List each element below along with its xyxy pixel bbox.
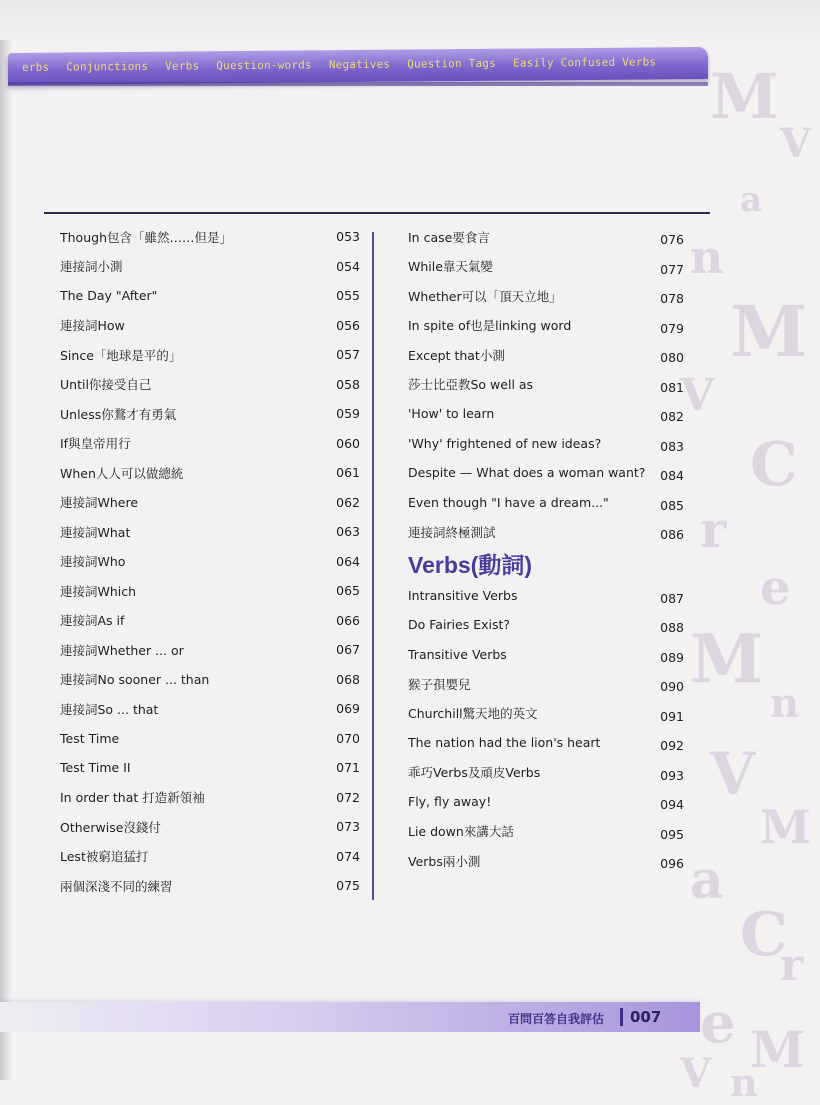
toc-entry [408, 281, 684, 311]
toc-entry-page: 059 [336, 406, 360, 422]
toc-entry [60, 252, 360, 282]
toc-entry-page: 094 [660, 797, 684, 813]
toc-entry-page: 063 [336, 524, 360, 540]
toc-entry-title: Churchill驚天地的英文 [408, 706, 538, 722]
decor-letter: C [740, 900, 788, 970]
toc-entry-page: 058 [336, 376, 360, 392]
nav-tab-conjunctions: Conjunctions [66, 59, 149, 74]
toc-entry-page: 072 [336, 789, 360, 805]
toc-entry-page: 081 [660, 379, 684, 395]
toc-entry [408, 610, 684, 640]
toc-entry [60, 281, 360, 311]
toc-entry [408, 758, 684, 788]
toc-entry [408, 640, 684, 670]
toc-entry [408, 846, 684, 876]
toc-entry-title: 連接詞Who [60, 554, 126, 570]
page-number: 007 [630, 1008, 662, 1026]
toc-entry [60, 694, 360, 724]
decor-letter: a [690, 850, 724, 911]
toc-entry-title: Despite — What does a woman want? [408, 465, 646, 481]
toc-entry [408, 728, 684, 758]
decor-letter: V [780, 120, 812, 167]
toc-entry-title: Since「地球是平的」 [60, 347, 182, 363]
toc-entry-title: 'How' to learn [408, 406, 495, 422]
nav-tab-negatives: Negatives [328, 57, 391, 72]
toc-entry-title: In spite of也是linking word [408, 318, 572, 334]
toc-entry-page: 064 [336, 553, 360, 569]
decor-letter: e [700, 990, 736, 1056]
nav-tab-verbs-partial: erbs [22, 60, 50, 74]
toc-entry [408, 399, 684, 429]
toc-entry-page: 073 [336, 819, 360, 835]
toc-entry-title: Otherwise沒錢付 [60, 819, 161, 835]
decor-letter: n [770, 680, 800, 727]
toc-entry-title: Until你接受自己 [60, 377, 152, 393]
decor-letter: V [680, 1050, 712, 1097]
page-top-band [0, 0, 820, 40]
toc-entry-title: Fly, fly away! [408, 794, 492, 810]
decor-letter: M [710, 60, 779, 133]
toc-entry [60, 311, 360, 341]
toc-entry-page: 056 [336, 317, 360, 333]
toc-entry-title: The Day "After" [60, 288, 158, 304]
toc-entry-title: When人人可以做總統 [60, 465, 184, 481]
toc-entry-title: 連接詞終極測試 [408, 524, 496, 540]
toc-entry-title: Lie down來講大話 [408, 824, 514, 840]
decor-letter: M [730, 290, 808, 373]
toc-entry [408, 787, 684, 817]
toc-entry [60, 576, 360, 606]
toc-column-divider [372, 232, 374, 900]
toc-entry-title: 莎士比亞教So well as [408, 377, 534, 393]
toc-entry [408, 817, 684, 847]
toc-entry-title: 連接詞How [60, 318, 125, 334]
toc-entry [408, 311, 684, 341]
toc-entry-title: 連接詞What [60, 524, 131, 540]
toc-entry [408, 222, 684, 252]
toc-entry [60, 753, 360, 783]
toc-entry-page: 092 [660, 738, 684, 754]
toc-entry [60, 606, 360, 636]
toc-entry-page: 088 [660, 620, 684, 636]
toc-entry-page: 074 [336, 848, 360, 864]
toc-entry-page: 093 [660, 767, 684, 783]
toc-entry-page: 095 [660, 826, 684, 842]
chapter-tab-bar [8, 47, 708, 85]
toc-top-rule [44, 212, 710, 214]
toc-entry-page: 086 [660, 527, 684, 543]
decor-letter: M [760, 800, 811, 854]
toc-entry-title: 兩個深淺不同的練習 [60, 878, 173, 894]
decor-letter: M [750, 1020, 806, 1079]
toc-entry-title: Even though "I have a dream..." [408, 494, 609, 510]
toc-entry-page: 090 [660, 679, 684, 695]
toc-entry-title: 連接詞No sooner ... than [60, 672, 210, 688]
toc-entry [60, 340, 360, 370]
toc-entry-page: 070 [336, 730, 360, 746]
toc-entry-page: 071 [336, 760, 360, 776]
page-shadow [0, 0, 12, 1080]
toc-entry-page: 085 [660, 497, 684, 513]
nav-tab-easily-confused-verbs: Easily Confused Verbs [512, 55, 657, 70]
toc-entry [60, 635, 360, 665]
toc-entry-title: Except that小測 [408, 347, 505, 363]
toc-entry [408, 429, 684, 459]
toc-entry-title: 連接詞Which [60, 583, 137, 599]
toc-entry-page: 062 [336, 494, 360, 510]
toc-entry [60, 399, 360, 429]
toc-entry-title: In order that 打造新領袖 [60, 790, 205, 806]
toc-entry-page: 067 [336, 642, 360, 658]
toc-entry-title: Though包含「雖然……但是」 [60, 229, 232, 245]
toc-entry-page: 084 [660, 468, 684, 484]
toc-entry-page: 053 [336, 229, 360, 245]
toc-entry-title: 連接詞Whether ... or [60, 642, 184, 658]
toc-entry-page: 082 [660, 409, 684, 425]
decor-letter: r [780, 940, 804, 991]
footer-separator [620, 1008, 623, 1026]
toc-entry-title: Lest被窮追猛打 [60, 849, 149, 865]
toc-entry-page: 068 [336, 671, 360, 687]
decor-letter: V [710, 740, 756, 808]
toc-entry [60, 222, 360, 252]
decor-letter: r [700, 500, 727, 559]
toc-entry-title: 連接詞小測 [60, 259, 123, 275]
toc-entry-page: 069 [336, 701, 360, 717]
toc-entry-title: Test Time II [60, 760, 131, 776]
toc-left-column [60, 222, 360, 901]
toc-entry-page: 065 [336, 583, 360, 599]
toc-entry-title: Whether可以「頂天立地」 [408, 288, 562, 304]
toc-entry-title: The nation had the lion's heart [408, 735, 601, 751]
toc-entry-title: 連接詞So ... that [60, 701, 159, 717]
toc-entry-page: 066 [336, 612, 360, 628]
toc-entry-title: Intransitive Verbs [408, 587, 518, 603]
toc-entry [408, 517, 684, 547]
toc-entry-page: 057 [336, 347, 360, 363]
toc-entry [60, 370, 360, 400]
toc-entry [408, 699, 684, 729]
toc-entry-page: 054 [336, 258, 360, 274]
toc-entry-page: 079 [660, 320, 684, 336]
decor-letter: e [760, 560, 791, 616]
toc-entry-page: 060 [336, 435, 360, 451]
toc-entry [60, 488, 360, 518]
toc-entry-title: 乖巧Verbs及頑皮Verbs [408, 765, 541, 781]
toc-entry [408, 252, 684, 282]
toc-entry-title: Transitive Verbs [408, 646, 507, 662]
toc-entry-page: 076 [660, 232, 684, 248]
toc-entry-title: If與皇帝用行 [60, 436, 131, 452]
decor-letter: V [680, 370, 715, 421]
toc-entry-title: 連接詞Where [60, 495, 139, 511]
toc-entry-title: In case要食言 [408, 229, 490, 245]
toc-entry [60, 429, 360, 459]
toc-entry [408, 669, 684, 699]
section-heading-verbs: Verbs(動詞) [408, 552, 532, 578]
toc-entry [60, 812, 360, 842]
toc-entry-page: 061 [336, 465, 360, 481]
decor-letter: n [730, 1060, 758, 1105]
decor-letter: n [690, 230, 724, 284]
toc-entry-page: 078 [660, 291, 684, 307]
toc-entry [60, 517, 360, 547]
toc-entry-title: 連接詞As if [60, 613, 125, 629]
tab-bar-underline [8, 82, 708, 86]
footer-book-title: 百問百答自我評估 [508, 1012, 605, 1026]
toc-entry [408, 458, 684, 488]
toc-entry [408, 488, 684, 518]
toc-entry-page: 077 [660, 261, 684, 277]
toc-entry [60, 665, 360, 695]
nav-tab-question-tags: Question Tags [407, 56, 496, 71]
toc-entry [408, 581, 684, 611]
toc-entry-title: Unless你鶩才有勇氣 [60, 406, 177, 422]
toc-entry-page: 080 [660, 350, 684, 366]
toc-entry-title: Test Time [60, 730, 120, 746]
toc-entry [408, 340, 684, 370]
toc-entry-page: 096 [660, 856, 684, 872]
toc-entry [60, 547, 360, 577]
toc-entry-title: Do Fairies Exist? [408, 617, 511, 633]
decor-letter: a [740, 180, 763, 220]
toc-entry-page: 089 [660, 649, 684, 665]
toc-entry [60, 783, 360, 813]
decor-letter: C [750, 430, 798, 500]
decor-letter: M [690, 620, 764, 698]
toc-entry-page: 083 [660, 438, 684, 454]
toc-entry [408, 370, 684, 400]
toc-right-column [408, 222, 684, 876]
toc-entry [60, 724, 360, 754]
toc-entry-title: Verbs兩小測 [408, 853, 481, 869]
nav-tab-verbs: Verbs [165, 59, 200, 73]
toc-entry [60, 871, 360, 901]
toc-entry-page: 055 [336, 288, 360, 304]
toc-entry [60, 458, 360, 488]
nav-tab-question-words: Question-words [216, 58, 312, 73]
toc-entry-page: 087 [660, 590, 684, 606]
toc-entry [60, 842, 360, 872]
toc-entry-title: While靠天氣變 [408, 259, 493, 275]
toc-entry-title: 'Why' frightened of new ideas? [408, 435, 602, 451]
toc-entry-page: 075 [336, 878, 360, 894]
toc-entry-page: 091 [660, 708, 684, 724]
toc-entry-title: 猴子孭嬰兒 [408, 676, 471, 692]
